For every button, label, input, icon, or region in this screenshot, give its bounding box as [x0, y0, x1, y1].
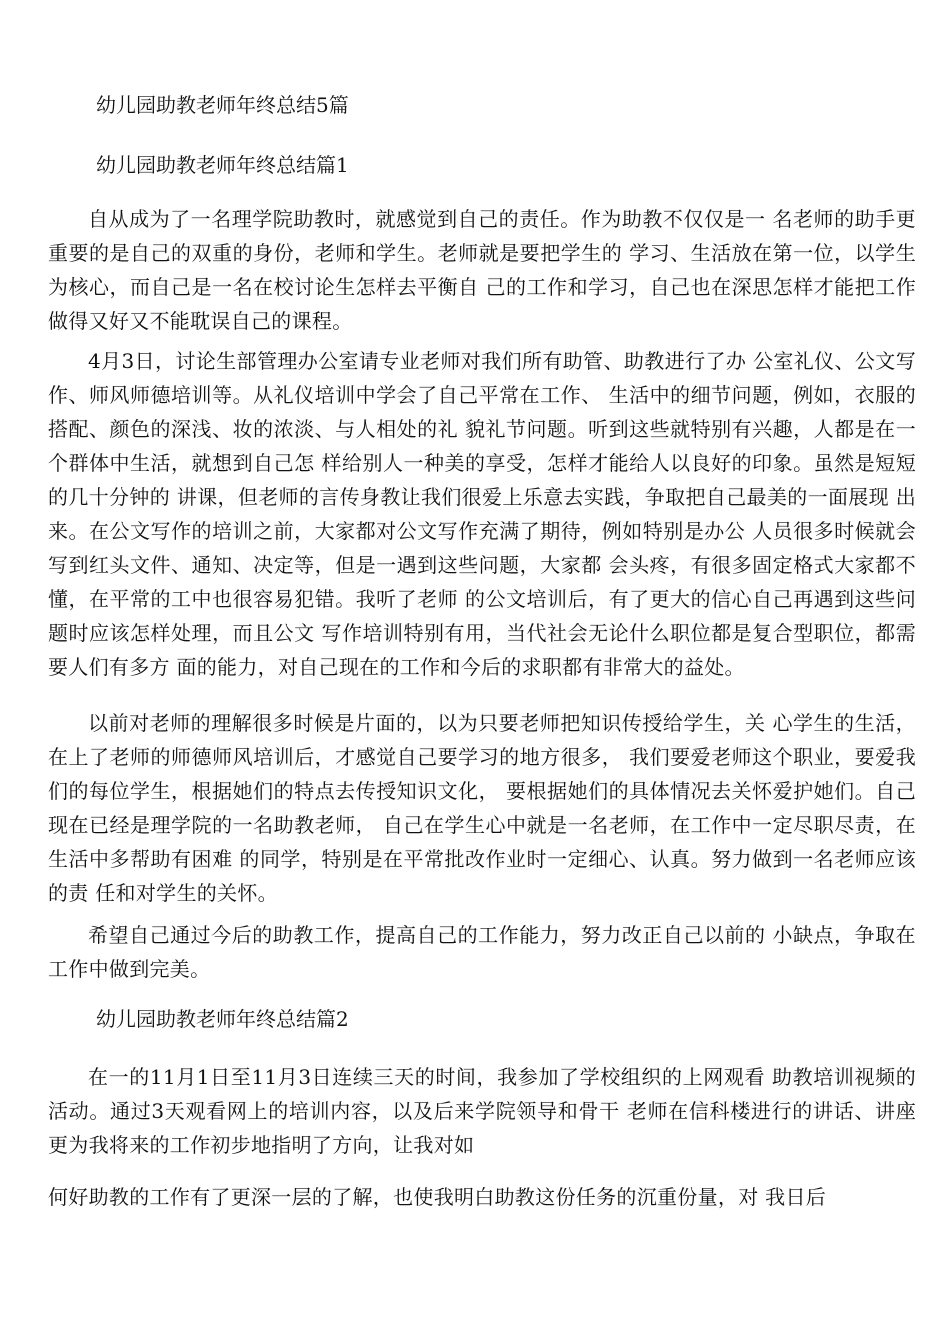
section-1-paragraph-4: 希望自己通过今后的助教工作，提高自己的工作能力，努力改正自己以前的 小缺点，争取在工作中做到完美。 — [48, 923, 916, 981]
section-2-paragraph-2: 何好助教的工作有了更深一层的了解，也使我明白助教这份任务的沉重份量，对 我日后 — [48, 1185, 827, 1209]
section-1-paragraph-1: 自从成为了一名理学院助教时，就感觉到自己的责任。作为助教不仅仅是一 名老师的助手更重要的是自己的双重的身份，老师和学生。老师就是要把学生的 学习、生活放在第一位，以学生为核心，而自己是一名在校讨论生怎样去平衡自 己的工作和学习，自己也在深思怎样才能把工作做得又好又不能耽误自己的课程。 — [48, 207, 916, 333]
section-1-heading: 幼儿园助教老师年终总结篇1 — [96, 153, 349, 177]
section-1-paragraph-3: 以前对老师的理解很多时候是片面的，以为只要老师把知识传授给学生，关 心学生的生活，在上了老师的师德师风培训后，才感觉自己要学习的地方很多， 我们要爱老师这个职业，要爱我们的每位学生，根据她们的特点去传授知识文化， 要根据她们的具体情况去关怀爱护她们。自己现在已经是理学院的一名助教老师， 自己在学生心中就是一名老师，在工作中一定尽职尽责，在生活中多帮助有困难 的同学，特别是在平常批改作业时一定细心、认真。努力做到一名老师应该的责 任和对学生的关怀。 — [48, 711, 916, 905]
section-2-paragraph-1: 在一的11月1日至11月3日连续三天的时间，我参加了学校组织的上网观看 助教培训视频的活动。通过3天观看网上的培训内容，以及后来学院领导和骨干 老师在信科楼进行的讲话、讲座更为我将来的工作初步地指明了方向，让我对如 — [48, 1065, 916, 1157]
document-title: 幼儿园助教老师年终总结5篇 — [96, 93, 349, 117]
section-1-paragraph-2: 4月3日，讨论生部管理办公室请专业老师对我们所有助管、助教进行了办 公室礼仪、公文写作、师风师德培训等。从礼仪培训中学会了自己平常在工作、 生活中的细节问题，例如，衣服的搭配、颜色的深浅、妆的浓淡、与人相处的礼 貌礼节问题。听到这些就特别有兴趣，人都是在一个群体中生活，就想到自己怎 样给别人一种美的享受，怎样才能给人以良好的印象。虽然是短短的几十分钟的 讲课，但老师的言传身教让我们很爱上乐意去实践，争取把自己最美的一面展现 出来。在公文写作的培训之前，大家都对公文写作充满了期待，例如特别是办公 人员很多时候就会写到红头文件、通知、决定等，但是一遇到这些问题，大家都 会头疼，有很多固定格式大家都不懂，在平常的工中也很容易犯错。我听了老师 的公文培训后，有了更大的信心自己再遇到这些问题时应该怎样处理，而且公文 写作培训特别有用，当代社会无论什么职位都是复合型职位，都需要人们有多方 面的能力，对自己现在的工作和今后的求职都有非常大的益处。 — [48, 349, 916, 679]
section-2-heading: 幼儿园助教老师年终总结篇2 — [96, 1007, 349, 1031]
